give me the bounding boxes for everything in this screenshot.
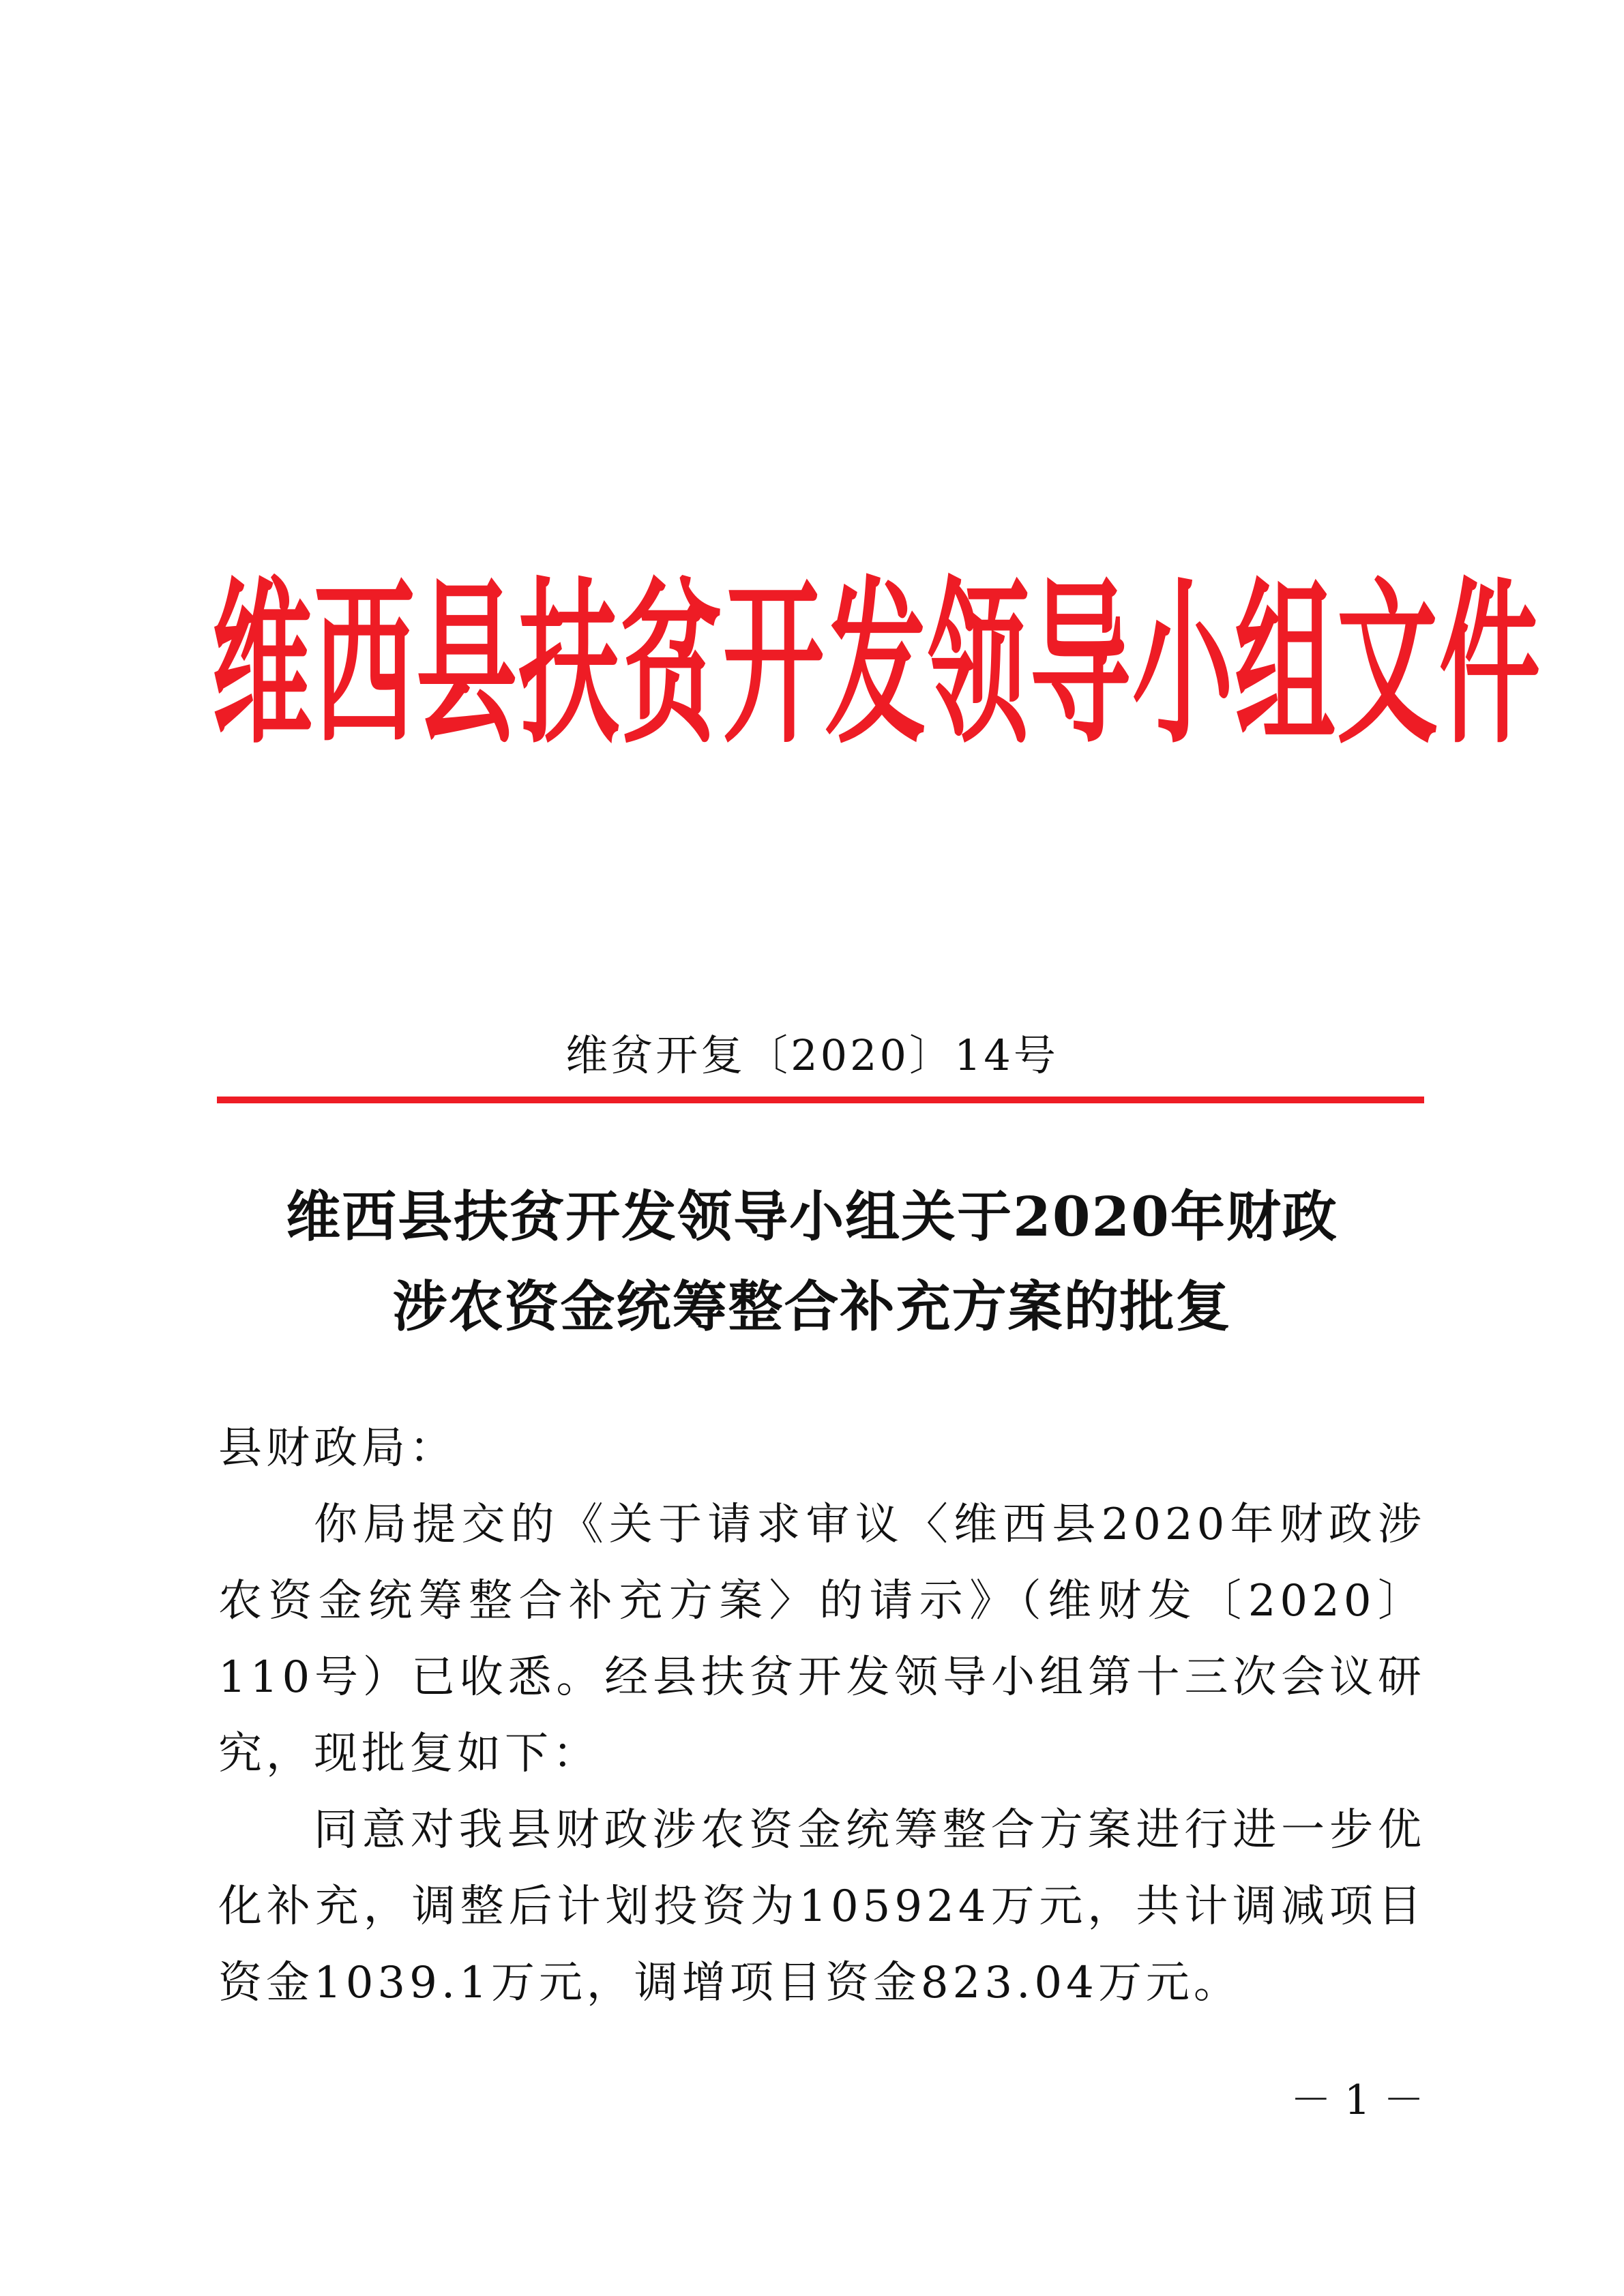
- addressee: 县财政局：: [218, 1423, 457, 1474]
- document-title: [0, 1172, 1624, 1352]
- document-body: [218, 1410, 1426, 2021]
- page-number: － 1 －: [1290, 2076, 1425, 2124]
- document-title-line-1: 维西县扶贫开发领导小组关于2020年财政: [286, 1184, 1338, 1249]
- body-paragraph-2: 同意对我县财政涉农资金统筹整合方案进行进一步优化补充，调整后计划投资为105924万元，共计调减项目资金1039.1万元，调增项目资金823.04万元。: [218, 1805, 1426, 2008]
- red-separator-line: [217, 1097, 1424, 1103]
- document-number: 维贫开复〔2020〕14号: [565, 1030, 1059, 1080]
- body-paragraph-1: 你局提交的《关于请求审议〈维西县2020年财政涉农资金统筹整合补充方案〉的请示》（维财发〔2020〕110号）已收悉。经县扶贫开发领导小组第十三次会议研究，现批复如下：: [218, 1500, 1426, 1779]
- issuer-banner: 维西县扶贫开发领导小组文件: [211, 562, 1541, 768]
- document-title-line-2: 涉农资金统筹整合补充方案的批复: [392, 1274, 1232, 1339]
